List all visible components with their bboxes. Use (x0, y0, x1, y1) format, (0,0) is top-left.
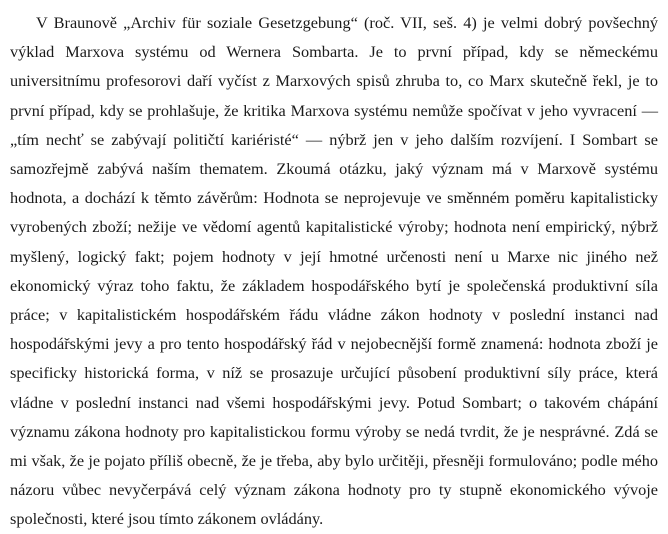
paragraph-text: V Braunově „Archiv für soziale Gesetzgebung“ (roč. VII, seš. 4) je velmi dobrý povšechný výklad Marxova systému od Wernera Sombarta. Je to první případ, kdy se německému universitnímu profesorovi daří vyčíst z Marxových spisů zhruba to, co Marx skutečně řekl, je to první případ, kdy se prohlašuje, že kritika Marxova systému nemůže spočívat v jeho vyvracení — „tím nechť se zabývají političtí kariéristé“ — nýbrž jen v jeho dalším rozvíjení. I Sombart se samozřejmě zabývá naším thematem. Zkoumá otázku, jaký význam má v Marxově systému hodnota, a dochází k těmto závěrům: Hodnota se neprojevuje ve směnném poměru kapitalisticky vyrobených zboží; nežije ve vědomí agentů kapitalistické výroby; hodnota není empirický, nýbrž myšlený, logický fakt; pojem hodnoty v její hmotné určenosti není u Marxe nic jiného než ekonomický výraz toho faktu, že základem hospodářského bytí je společenská produktivní síla práce; v kapitalistickém hospodářském řádu vládne zákon hodnoty v poslední instanci nad hospodářskými jevy a pro tento hospodářský řád v nejobecnější formě znamená: hodnota zboží je specificky historická forma, v níž se prosazuje určující působení produktivní síly práce, která vládne v poslední instanci nad všemi hospodářskými jevy. Potud Sombart; o takovém chápání významu zákona hodnoty pro kapitalistickou formu výroby se nedá tvrdit, že je nesprávné. Zdá se mi však, že je pojato příliš obecně, že je třeba, aby bylo určitěji, přesněji formulováno; podle mého názoru vůbec nevyčerpává celý význam zákona hodnoty pro ty stupně ekonomického vývoje společnosti, které jsou tímto zákonem ovládány. (10, 13, 658, 529)
body-paragraph (10, 8, 658, 534)
